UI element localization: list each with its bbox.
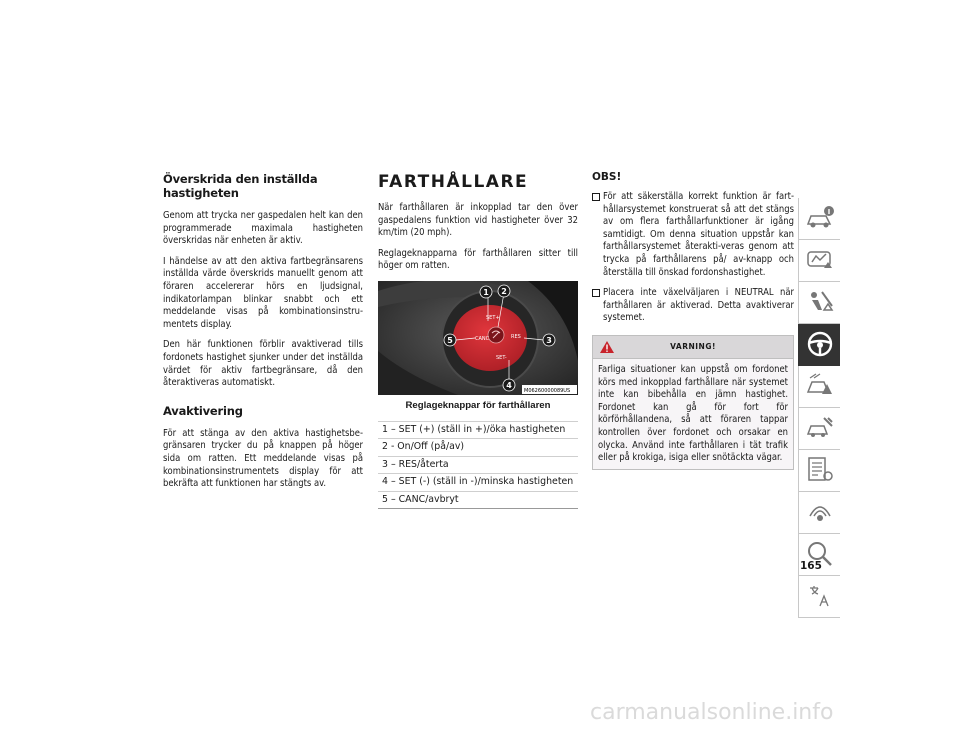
paragraph: I händelse av att den aktiva fartbegränsarens inställda värde överskrids manuellt genom att föraren accelererar hörs en ljudsignal, indikatorlampan blinkar snabbt och ett meddelande visas på kombinationsinstru-mentets display. (163, 255, 363, 330)
checkbox-bullet-icon (592, 193, 600, 201)
checkbox-bullet-icon (592, 289, 600, 297)
callout-4 (503, 379, 515, 391)
cruise-control-figure (378, 281, 578, 395)
svg-text:3: 3 (546, 335, 552, 345)
specifications-icon (804, 454, 836, 486)
res-label: RES (511, 333, 521, 340)
svg-text:1: 1 (483, 287, 489, 297)
set-minus-label: SET- (496, 354, 507, 361)
watermark: carmanualsonline.info (590, 700, 834, 725)
column-left (163, 168, 363, 499)
figure-code: M06260000089US (524, 387, 571, 394)
tab-multimedia[interactable] (798, 492, 840, 534)
paragraph: Genom att trycka ner gaspedalen helt kan den programmerade maximala hastigheten överskridas när enheten är aktiv. (163, 210, 363, 247)
tab-driving[interactable] (798, 324, 840, 366)
paragraph: Reglageknapparna för farthållaren sitter till höger om ratten. (378, 247, 578, 272)
set-plus-label: SET+ (486, 314, 500, 321)
tab-dashboard[interactable] (798, 240, 840, 282)
heading-override-speed: Överskrida den inställda hastigheten (163, 172, 318, 200)
note-bullet (592, 191, 794, 279)
legend-item: 5 – CANC/avbryt (378, 491, 578, 510)
steering-wheel-icon (804, 328, 836, 360)
callout-3 (543, 334, 555, 346)
page-number: 165 (800, 560, 822, 572)
callout-1 (480, 286, 492, 298)
figure-caption: Reglageknappar för farthållaren (405, 399, 551, 411)
bullet-text: För att säkerställa korrekt funktion är fart-hållarsystemet konstruerat så att det stängs av om flera farthållarfunktioner är igång samtidigt. Om denna situation uppstår kan farthållarsystemet återakti-veras genom att trycka på farthållarens på/ av-knapp och återställa till önskad fordonshastighet. (603, 191, 794, 278)
paragraph: För att stänga av den aktiva hastighetsbe-gränsaren trycker du på knappen på höger sida om ratten. Ett meddelande visas på kombinationsinstrumentets display för att bekräfta att funktionen har stängts av. (163, 427, 363, 490)
note-bullet (592, 287, 794, 325)
legend-list (378, 421, 578, 510)
callout-5 (444, 334, 456, 346)
steering-wheel-illustration (378, 281, 578, 395)
canc-label: CANC (475, 335, 490, 342)
paragraph: När farthållaren är inkopplad tar den över gaspedalens funktion vid hastigheter över 32 km/tim (20 mph). (378, 202, 578, 239)
heading-deactivation: Avaktivering (163, 403, 243, 418)
svg-text:5: 5 (447, 335, 453, 345)
legend-item: 4 – SET (-) (ställ in -)/minska hastigheten (378, 473, 578, 491)
tab-language[interactable] (798, 576, 840, 618)
legend-item: 3 – RES/återta (378, 456, 578, 474)
section-title: FARTHÅLLARE (378, 172, 529, 192)
paragraph: Den här funktionen förblir avaktiverad tills fordonets hastighet sjunker under det inställda värdet för aktiv fartbegränsare, då den återaktiveras automatiskt. (163, 339, 363, 389)
tab-safety[interactable] (798, 282, 840, 324)
multimedia-icon (804, 496, 836, 528)
legend-item: 2 - On/Off (på/av) (378, 438, 578, 456)
svg-text:2: 2 (501, 286, 507, 296)
column-right (592, 168, 794, 470)
note-heading: OBS! (592, 171, 622, 183)
warning-title: VARNING! (670, 341, 716, 351)
maintenance-icon (804, 412, 836, 444)
safety-icon (804, 286, 836, 318)
chapter-tabs (798, 198, 840, 618)
column-middle (378, 168, 578, 509)
tab-emergency[interactable] (798, 366, 840, 408)
car-info-icon (804, 202, 836, 234)
emergency-icon (804, 370, 836, 402)
language-icon (804, 580, 836, 612)
tab-maintenance[interactable] (798, 408, 840, 450)
legend-item: 1 – SET (+) (ställ in +)/öka hastigheten (378, 421, 578, 439)
bullet-text: Placera inte växelväljaren i NEUTRAL när farthållaren är aktiverad. Detta avaktiverar systemet. (603, 287, 794, 324)
tab-car-info[interactable] (798, 198, 840, 240)
svg-text:4: 4 (506, 380, 512, 390)
warning-text: Farliga situationer kan uppstå om fordonet körs med inkopplad farthållare när systemet inte kan bibehålla en jämn hastighet. Fordonet kan gå för fort för körförhållandena, så att föraren tappar kontrollen över fordonet och orsakar en olycka. Använd inte farthållaren i tät trafik eller på krokiga, isiga eller snötäckta vägar. (598, 363, 788, 464)
warning-box (592, 335, 794, 470)
tab-specifications[interactable] (798, 450, 840, 492)
warning-header (593, 336, 793, 359)
callout-2 (498, 285, 510, 297)
dashboard-messages-icon (804, 244, 836, 276)
